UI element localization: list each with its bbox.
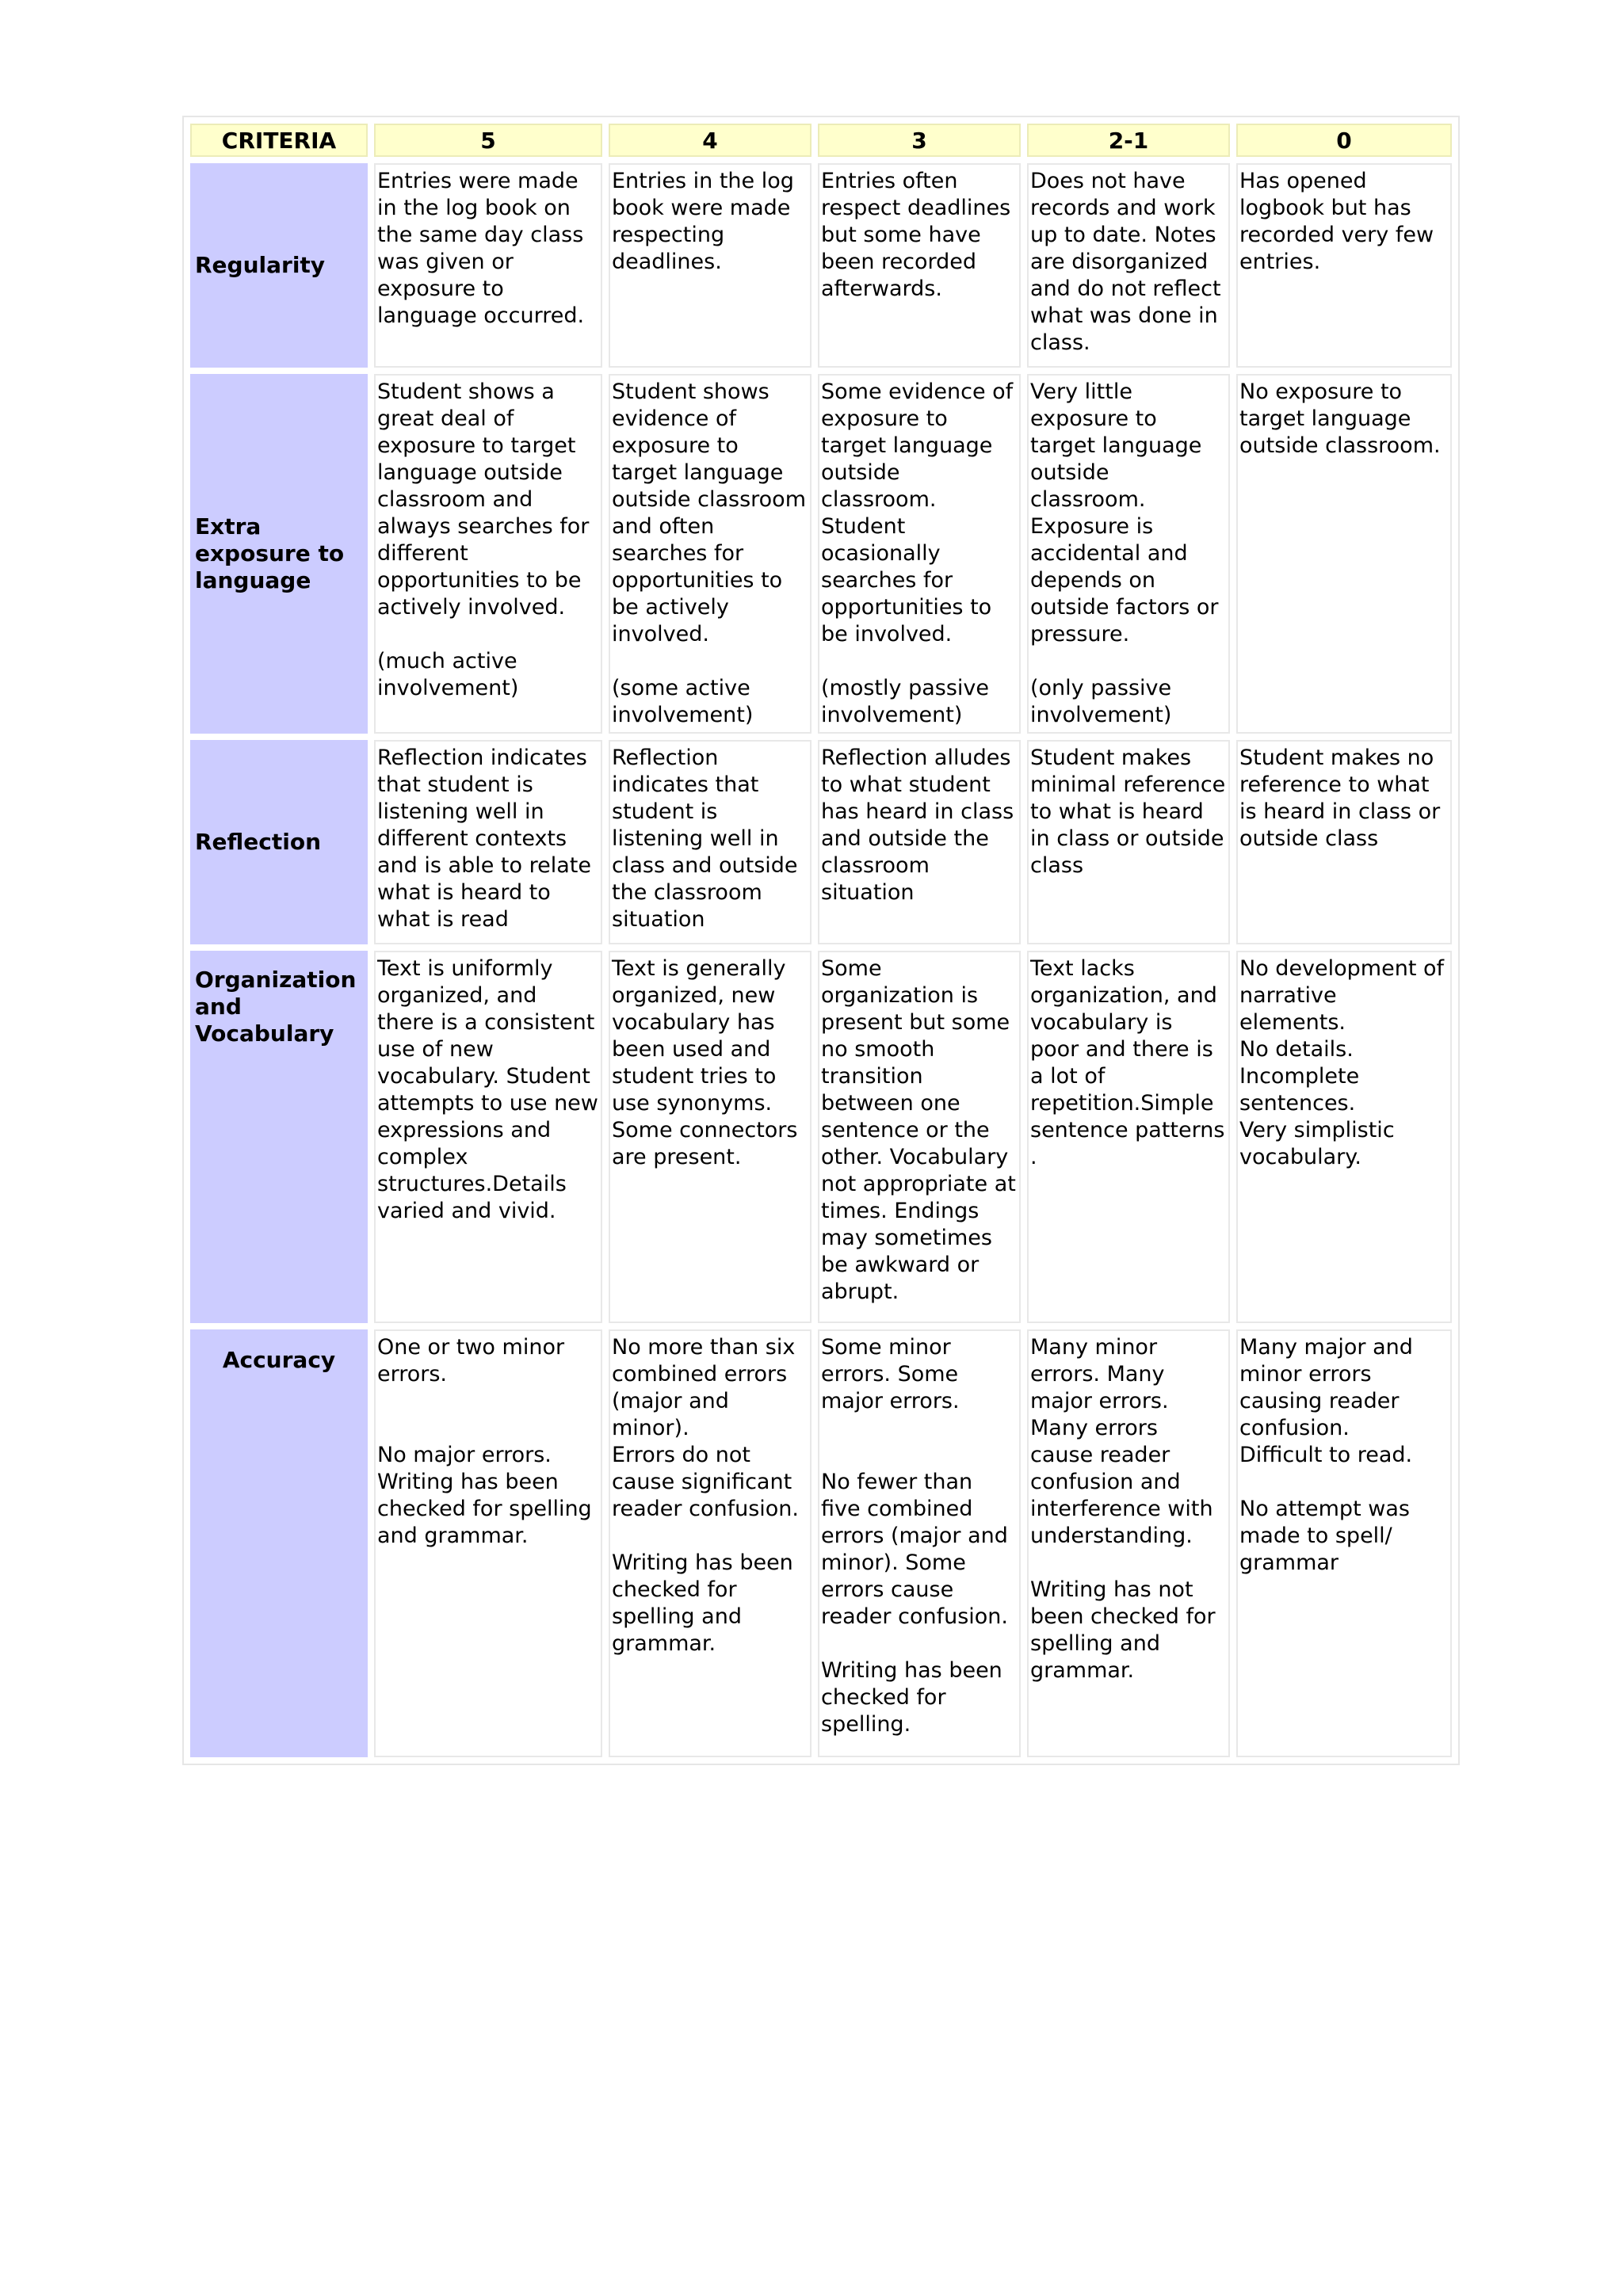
descriptor-cell: Some evidence of exposure to target language outside classroom. Student ocasionally searches for opportunities to be involved. (mostly passive involvement) (818, 374, 1021, 734)
descriptor-cell: Many minor errors. Many major errors. Many errors cause reader confusion and interference with understanding. Writing has not been checked for spelling and grammar. (1027, 1329, 1230, 1757)
descriptor-cell: No exposure to target language outside classroom. (1236, 374, 1452, 734)
header-row (190, 124, 1452, 157)
descriptor-cell: Some minor errors. Some major errors. No fewer than five combined errors (major and minor). Some errors cause reader confusion. Writing has been checked for spelling. (818, 1329, 1021, 1757)
criterion-label: Extra exposure to language (190, 374, 368, 734)
rubric-table (182, 116, 1460, 1765)
descriptor-cell: Student makes minimal reference to what is heard in class or outside class (1027, 740, 1230, 944)
criterion-label: Accuracy (190, 1329, 368, 1757)
descriptor-cell: No development of narrative elements. No details. Incomplete sentences. Very simplistic vocabulary. (1236, 951, 1452, 1323)
rubric-row-reflection (190, 740, 1452, 944)
criterion-label: Regularity (190, 163, 368, 368)
descriptor-cell: Many major and minor errors causing reader confusion. Difficult to read. No attempt was made to spell/ grammar (1236, 1329, 1452, 1757)
descriptor-cell: Reflection alludes to what student has heard in class and outside the classroom situation (818, 740, 1021, 944)
descriptor-cell: Student shows a great deal of exposure to target language outside classroom and always searches for different opportunities to be actively involved. (much active involvement) (374, 374, 602, 734)
descriptor-cell: One or two minor errors. No major errors. Writing has been checked for spelling and grammar. (374, 1329, 602, 1757)
rubric-header (190, 124, 1452, 157)
descriptor-cell: Entries in the log book were made respecting deadlines. (609, 163, 812, 368)
header-level-2-1: 2-1 (1027, 124, 1230, 157)
header-level-5: 5 (374, 124, 602, 157)
descriptor-cell: Reflection indicates that student is listening well in different contexts and is able to relate what is heard to what is read (374, 740, 602, 944)
rubric-row-extra-exposure (190, 374, 1452, 734)
header-level-4: 4 (609, 124, 812, 157)
criterion-label: Organization and Vocabulary (190, 951, 368, 1323)
rubric-row-regularity (190, 163, 1452, 368)
rubric-body (190, 163, 1452, 1757)
rubric-row-accuracy (190, 1329, 1452, 1757)
descriptor-cell: Very little exposure to target language outside classroom. Exposure is accidental and depends on outside factors or pressure. (only passive involvement) (1027, 374, 1230, 734)
descriptor-cell: Does not have records and work up to date. Notes are disorganized and do not reflect what was done in class. (1027, 163, 1230, 368)
descriptor-cell: No more than six combined errors (major and minor). Errors do not cause significant reader confusion. Writing has been checked for spelling and grammar. (609, 1329, 812, 1757)
descriptor-cell: Text is generally organized, new vocabulary has been used and student tries to use synonyms. Some connectors are present. (609, 951, 812, 1323)
descriptor-cell: Student makes no reference to what is heard in class or outside class (1236, 740, 1452, 944)
header-criteria: CRITERIA (190, 124, 368, 157)
descriptor-cell: Text is uniformly organized, and there is a consistent use of new vocabulary. Student attempts to use new expressions and complex structures.Details varied and vivid. (374, 951, 602, 1323)
header-level-0: 0 (1236, 124, 1452, 157)
descriptor-cell: Has opened logbook but has recorded very few entries. (1236, 163, 1452, 368)
descriptor-cell: Entries often respect deadlines but some have been recorded afterwards. (818, 163, 1021, 368)
descriptor-cell: Text lacks organization, and vocabulary is poor and there is a lot of repetition.Simple sentence patterns . (1027, 951, 1230, 1323)
criterion-label: Reflection (190, 740, 368, 944)
descriptor-cell: Some organization is present but some no smooth transition between one sentence or the other. Vocabulary not appropriate at times. Endings may sometimes be awkward or abrupt. (818, 951, 1021, 1323)
header-level-3: 3 (818, 124, 1021, 157)
descriptor-cell: Entries were made in the log book on the same day class was given or exposure to language occurred. (374, 163, 602, 368)
rubric-row-organization-vocabulary (190, 951, 1452, 1323)
descriptor-cell: Student shows evidence of exposure to target language outside classroom and often searches for opportunities to be actively involved. (some active involvement) (609, 374, 812, 734)
descriptor-cell: Reflection indicates that student is listening well in class and outside the classroom situation (609, 740, 812, 944)
